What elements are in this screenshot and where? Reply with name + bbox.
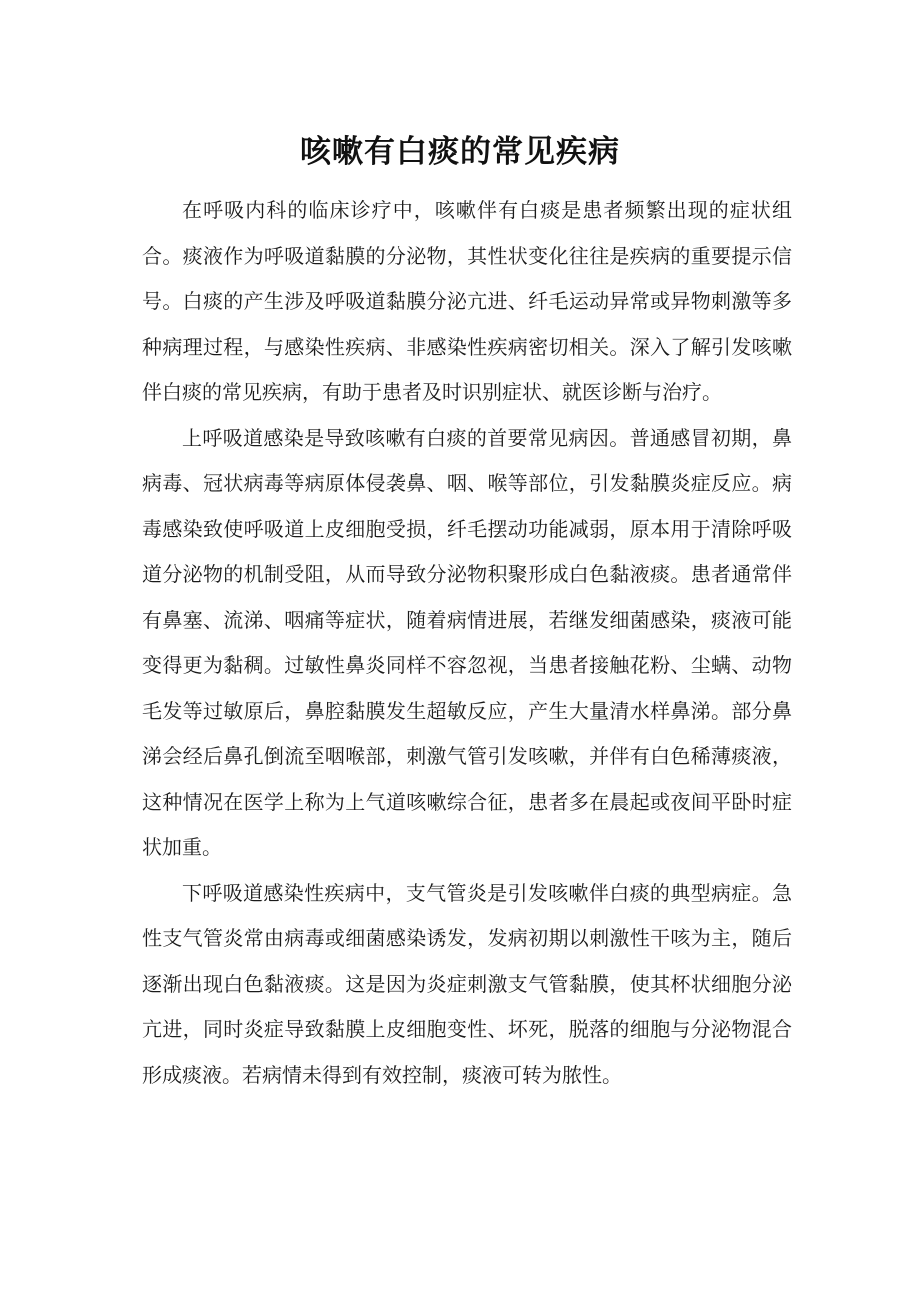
paragraph-upper-respiratory: 上呼吸道感染是导致咳嗽有白痰的首要常见病因。普通感冒初期，鼻病毒、冠状病毒等病原体侵袭鼻、咽、喉等部位，引发黏膜炎症反应。病毒感染致使呼吸道上皮细胞受损，纤毛摆动功能减弱，原本用于清除呼吸道分泌物的机制受阻，从而导致分泌物积聚形成白色黏液痰。患者通常伴有鼻塞、流涕、咽痛等症状，随着病情进展，若继发细菌感染，痰液可能变得更为黏稠。过敏性鼻炎同样不容忽视，当患者接触花粉、尘螨、动物毛发等过敏原后，鼻腔黏膜发生超敏反应，产生大量清水样鼻涕。部分鼻涕会经后鼻孔倒流至咽喉部，刺激气管引发咳嗽，并伴有白色稀薄痰液，这种情况在医学上称为上气道咳嗽综合征，患者多在晨起或夜间平卧时症状加重。 [142, 425, 792, 859]
document-title: 咳嗽有白痰的常见疾病 [300, 134, 620, 170]
paragraph-intro: 在呼吸内科的临床诊疗中，咳嗽伴有白痰是患者频繁出现的症状组合。痰液作为呼吸道黏膜的分泌物，其性状变化往往是疾病的重要提示信号。白痰的产生涉及呼吸道黏膜分泌亢进、纤毛运动异常或异物刺激等多种病理过程，与感染性疾病、非感染性疾病密切相关。深入了解引发咳嗽伴白痰的常见疾病，有助于患者及时识别症状、就医诊断与治疗。 [142, 198, 792, 404]
paragraph-lower-respiratory: 下呼吸道感染性疾病中，支气管炎是引发咳嗽伴白痰的典型病症。急性支气管炎常由病毒或细菌感染诱发，发病初期以刺激性干咳为主，随后逐渐出现白色黏液痰。这是因为炎症刺激支气管黏膜，使其杯状细胞分泌亢进，同时炎症导致黏膜上皮细胞变性、坏死，脱落的细胞与分泌物混合形成痰液。若病情未得到有效控制，痰液可转为脓性。 [142, 880, 792, 1087]
document-body [142, 188, 792, 1098]
